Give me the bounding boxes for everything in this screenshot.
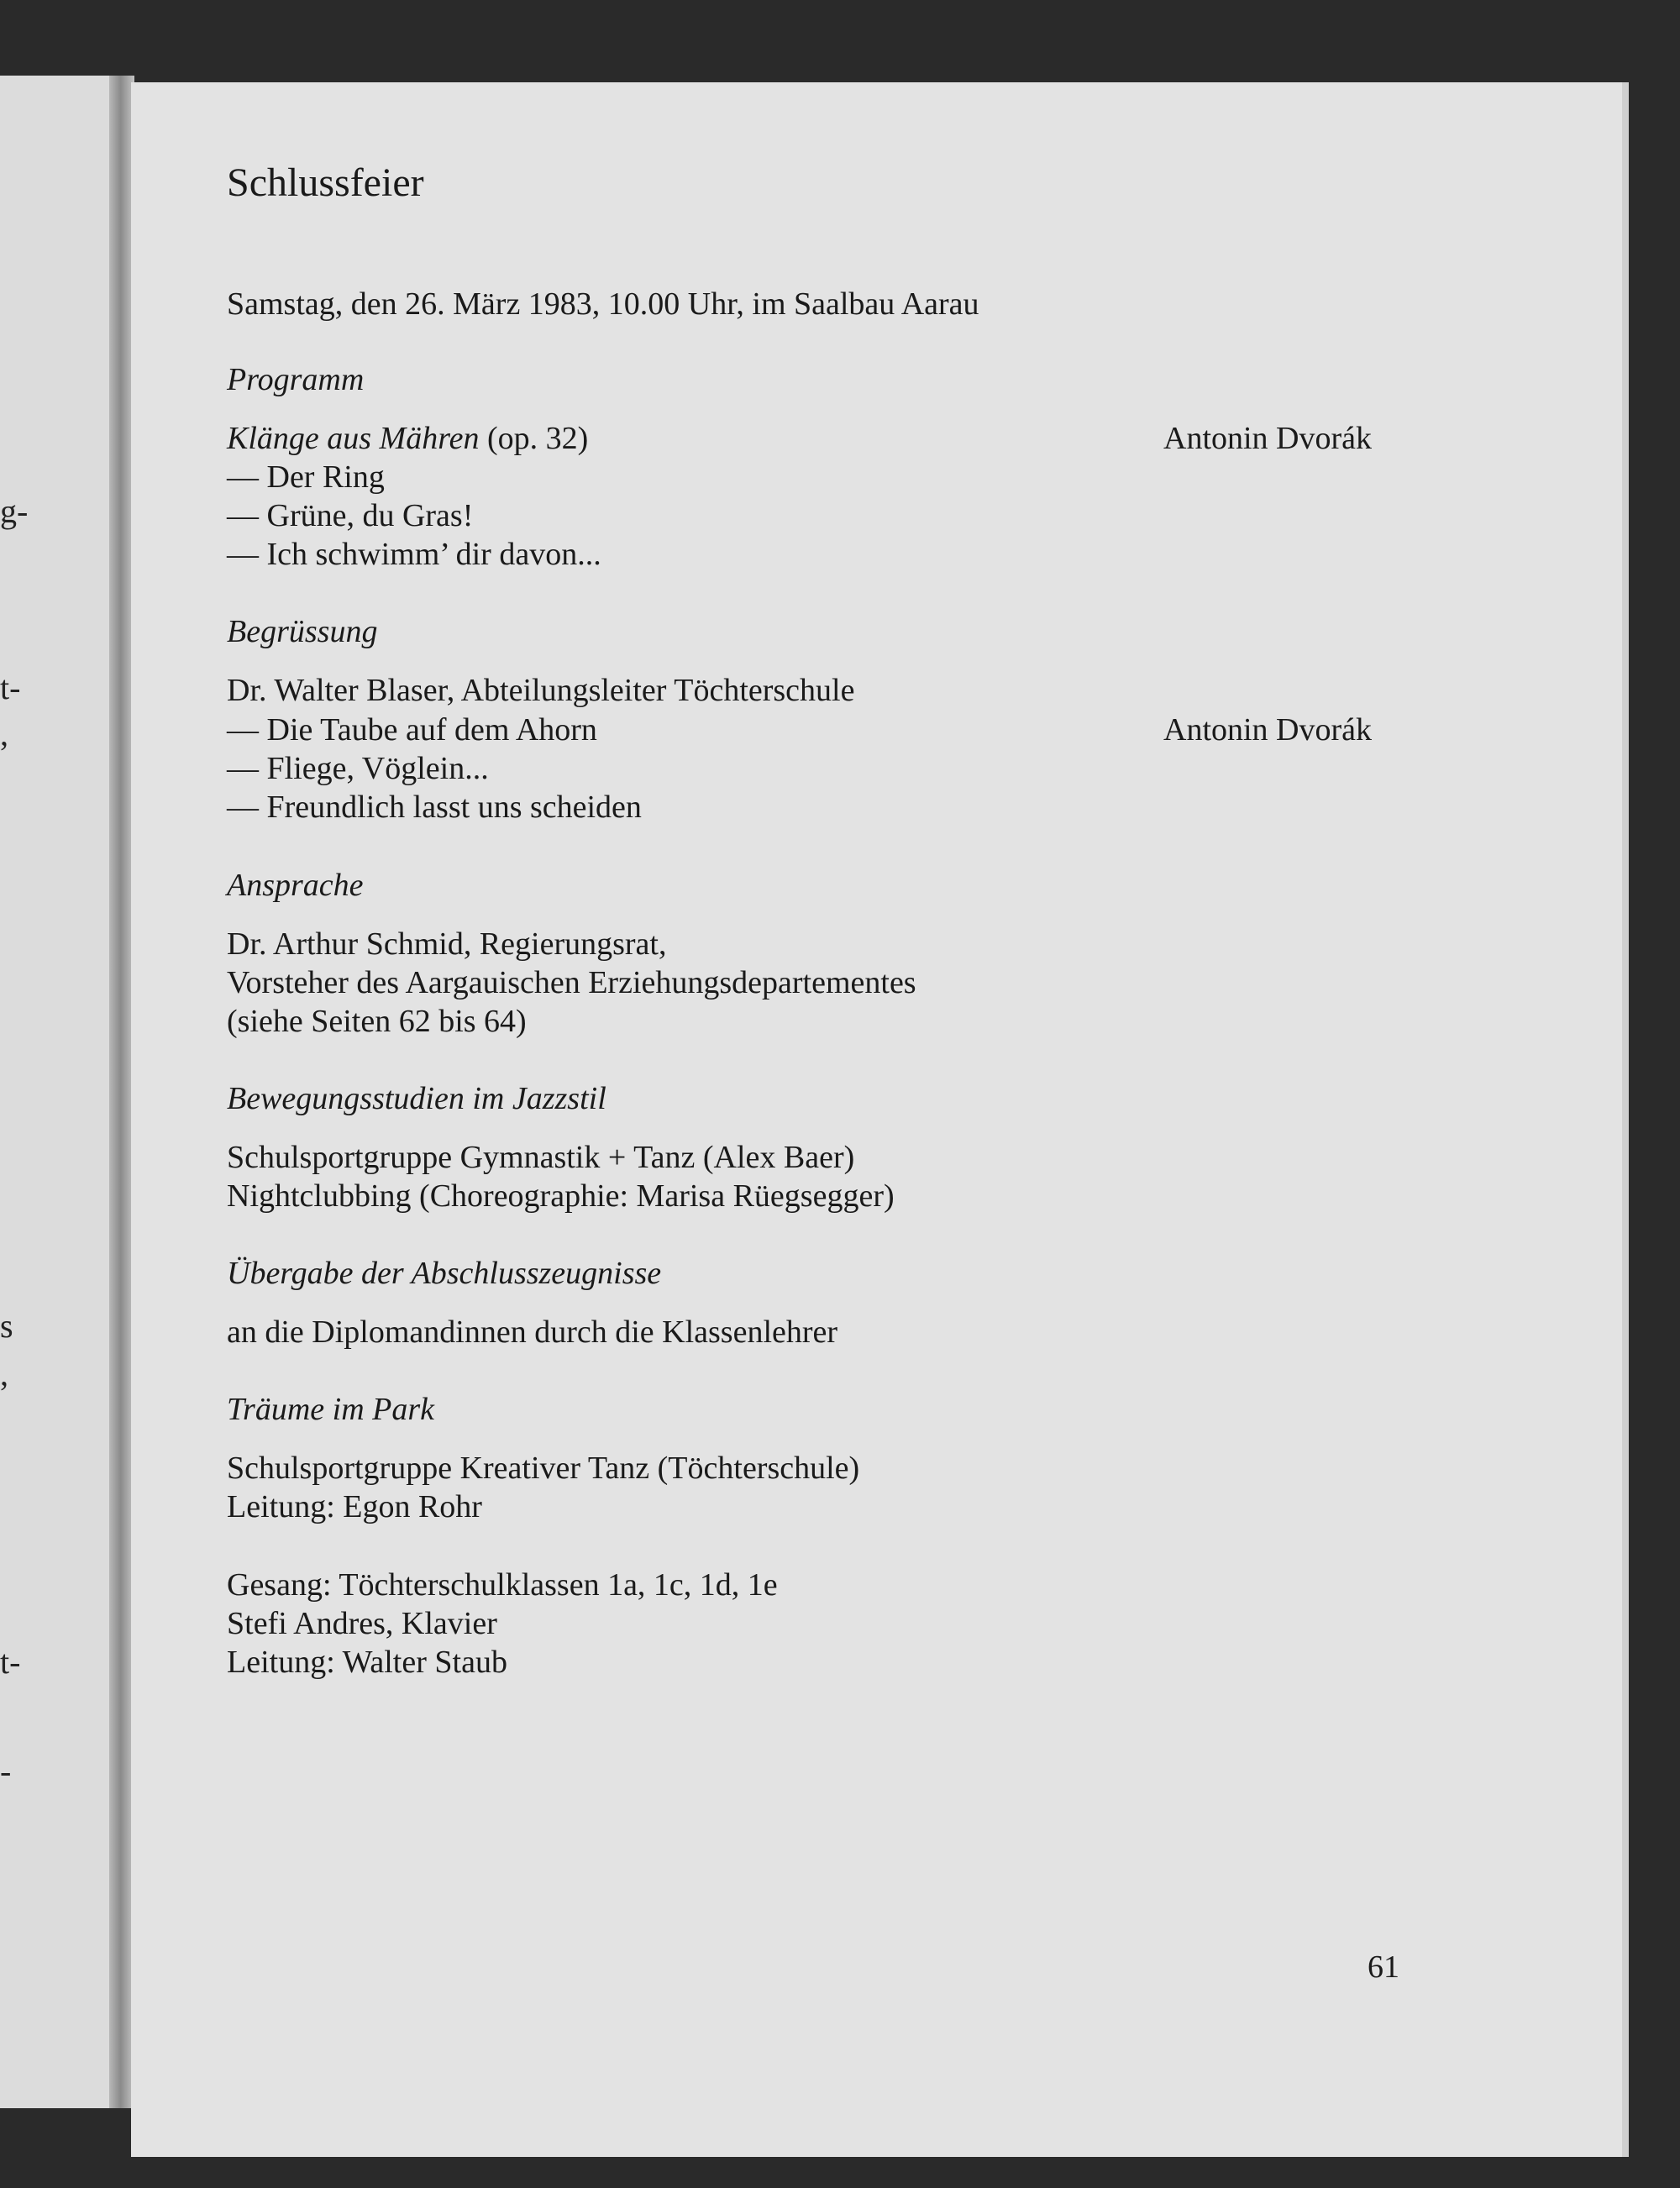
- text-line: Vorsteher des Aargauischen Erziehungsdepartementes: [227, 965, 916, 1000]
- margin-fragment: -: [0, 1752, 12, 1790]
- piece-title-klaenge: [227, 420, 588, 457]
- text-line: Dr. Arthur Schmid, Regierungsrat,: [227, 926, 667, 962]
- text-line: Nightclubbing (Choreographie: Marisa Rüegsegger): [227, 1178, 895, 1214]
- text-line: Schulsportgruppe Kreativer Tanz (Töchterschule): [227, 1451, 860, 1486]
- list-item: — Der Ring: [227, 459, 385, 495]
- margin-fragment: ,: [0, 715, 8, 753]
- section-heading-bewegung: Bewegungsstudien im Jazzstil: [227, 1081, 606, 1116]
- text-line: Leitung: Egon Rohr: [227, 1489, 482, 1524]
- piece-opus: (op. 32): [479, 421, 589, 456]
- composer-klaenge: Antonin Dvorák: [1163, 421, 1373, 456]
- page-edge: [1622, 82, 1629, 2157]
- section-heading-programm: Programm: [227, 362, 365, 397]
- margin-fragment: s: [0, 1307, 13, 1345]
- text-line: Gesang: Töchterschulklassen 1a, 1c, 1d, 1e: [227, 1567, 778, 1603]
- margin-fragment: t-: [0, 669, 21, 706]
- date-line: Samstag, den 26. März 1983, 10.00 Uhr, im Saalbau Aarau: [227, 286, 979, 322]
- text-line: an die Diplomandinnen durch die Klassenlehrer: [227, 1314, 838, 1350]
- margin-fragment: t-: [0, 1643, 21, 1681]
- text-line: Schulsportgruppe Gymnastik + Tanz (Alex Baer): [227, 1140, 855, 1175]
- text-line: (siehe Seiten 62 bis 64): [227, 1004, 527, 1039]
- list-item: — Freundlich lasst uns scheiden: [227, 790, 642, 825]
- piece-title-italic: Klänge aus Mähren: [227, 421, 480, 456]
- speaker-begruessung: Dr. Walter Blaser, Abteilungsleiter Töchterschule: [227, 673, 855, 708]
- page-number: 61: [1368, 1949, 1399, 1985]
- section-heading-uebergabe: Übergabe der Abschlusszeugnisse: [227, 1256, 662, 1291]
- margin-fragment: ,: [0, 1355, 8, 1393]
- section-heading-begruessung: Begrüssung: [227, 614, 378, 649]
- section-heading-traeume: Träume im Park: [227, 1392, 434, 1427]
- list-item: — Grüne, du Gras!: [227, 498, 474, 533]
- section-heading-ansprache: Ansprache: [227, 868, 364, 903]
- text-line: Stefi Andres, Klavier: [227, 1606, 497, 1641]
- page-title: Schlussfeier: [227, 160, 424, 205]
- composer-begruessung: Antonin Dvorák: [1163, 712, 1373, 748]
- list-item: — Ich schwimm’ dir davon...: [227, 537, 601, 572]
- list-item: — Die Taube auf dem Ahorn: [227, 712, 597, 748]
- margin-fragment: g-: [0, 492, 29, 530]
- text-line: Leitung: Walter Staub: [227, 1645, 507, 1680]
- list-item: — Fliege, Vöglein...: [227, 751, 489, 786]
- left-facing-page: [0, 76, 124, 2108]
